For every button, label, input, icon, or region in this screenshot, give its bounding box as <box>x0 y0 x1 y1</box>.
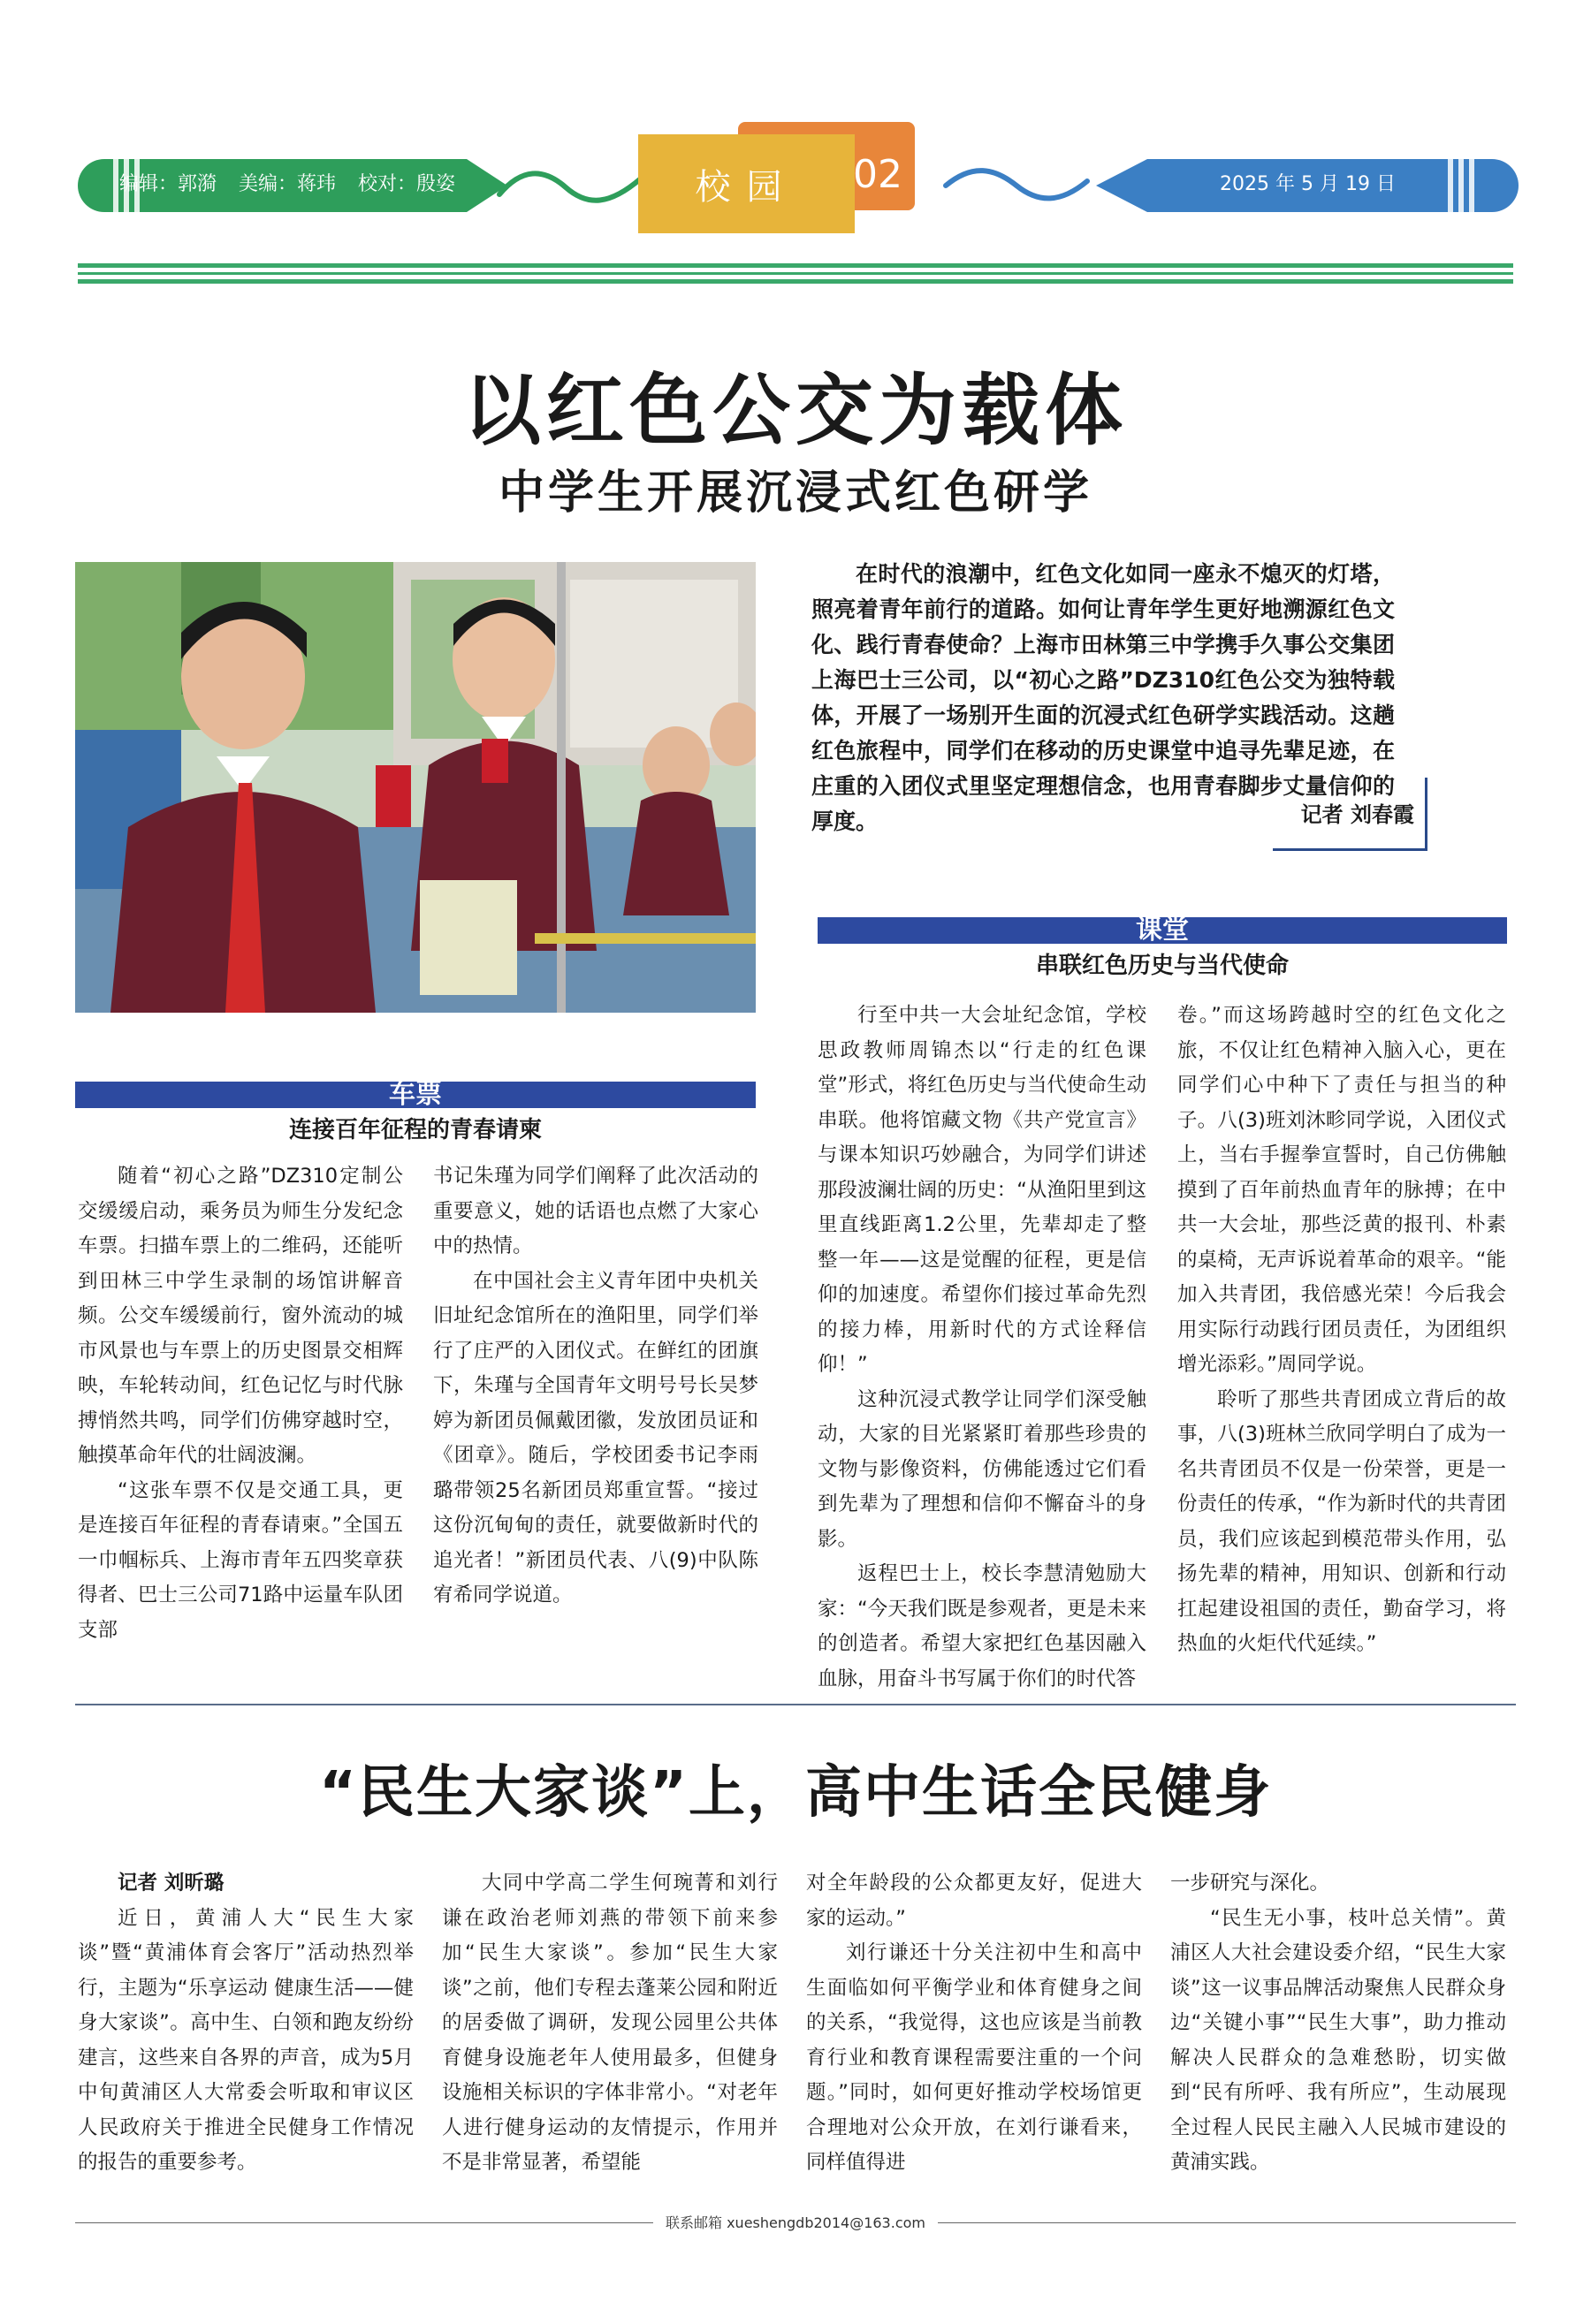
classroom-column-1 <box>818 999 1146 1697</box>
paragraph: 一步研究与深化。 <box>1170 1872 1330 1895</box>
paragraph: 聆听了那些共青团成立背后的故事，八(3)班林兰欣同学明白了成为一名共青团员不仅是一份荣誉，更是一份责任的传承，“作为新时代的共青团员，我们应该起到模范带头作用，弘扬先辈的精神，用知识、创新和行动扛起建设祖国的责任，勤奋学习，将热血的火炬代代延续。” <box>1177 1387 1506 1655</box>
section-name: 校园 <box>695 167 798 208</box>
section-bar-ticket <box>75 1079 756 1110</box>
header-wave-left <box>495 159 645 212</box>
ticket-column-1 <box>78 1159 403 1648</box>
paragraph: 卷。”而这场跨越时空的红色文化之旅，不仅让红色精神入脑入心，更在同学们心中种下了责任与担当的种子。八(3)班刘沐畛同学说，入团仪式上，当右手握拳宣誓时，自己仿佛触摸到了百年前热血青年的脉搏；在中共一大会址，那些泛黄的报刊、朴素的桌椅，无声诉说着革命的艰辛。“能加入共青团，我倍感光荣！今后我会用实际行动践行团员责任，为团组织增光添彩。”周同学说。 <box>1177 1004 1506 1376</box>
classroom-column-2 <box>1177 999 1506 1662</box>
paragraph: 大同中学高二学生何琬菁和刘行谦在政治老师刘燕的带领下前来参加“民生大家谈”。参加“民生大家谈”之前，他们专程去蓬莱公园和附近的居委做了调研，发现公园里公共体育健身设施老年人使用最多，但健身设施相关标识的字体非常小。“对老年人进行健身运动的友情提示，作用并不是非常显著，希望能 <box>442 1872 778 2174</box>
article2-column-1 <box>78 1866 414 2181</box>
paragraph: “民生无小事，枝叶总关情”。黄浦区人大社会建设委介绍，“民生大家谈”这一议事品牌活动聚焦人民群众身边“关键小事”“民生大事”，助力推动解决人民群众的急难愁盼，切实做到“民有所呼、我有所应”，生动展现全过程人民民主融入人民城市建设的黄浦实践。 <box>1170 1906 1506 2174</box>
article1-lede: 在时代的浪潮中，红色文化如同一座永不熄灭的灯塔，照亮着青年前行的道路。如何让青年学生更好地溯源红色文化、践行青春使命？上海市田林第三中学携手久事公交集团上海巴士三公司，以“初心之路”DZ310红色公交为独特载体，开展了一场别开生面的沉浸式红色研学实践活动。这趟红色旅程中，同学们在移动的历史课堂中追寻先辈足迹，在庄重的入团仪式里坚定理想信念，也用青春脚步丈量信仰的厚度。 <box>811 561 1395 834</box>
article2-title: “民生大家谈”上，高中生话全民健身 <box>318 1760 1273 1826</box>
section-subtitle-ticket: 连接百年征程的青春请柬 <box>288 1117 542 1143</box>
ticket-column-2 <box>433 1159 758 1614</box>
paragraph: 返程巴士上，校长李慧清勉励大家：“今天我们既是参观者，更是未来的创造者。希望大家把红色基因融入血脉，用奋斗书写属于你们的时代答 <box>818 1562 1146 1690</box>
paragraph: 近日，黄浦人大“民生大家谈”暨“黄浦体育会客厅”活动热烈举行，主题为“乐享运动 健康生活——健身大家谈”。高中生、白领和跑友纷纷建言，这些来自各界的声音，成为5月中旬黄浦区人大常委会听取和审议区人民政府关于推进全民健身工作情况的报告的重要参考。 <box>78 1906 414 2174</box>
article2-byline: 记者 刘昕璐 <box>118 1872 225 1895</box>
article1-byline: 记者 刘春霞 <box>1300 802 1414 827</box>
section-bar-classroom <box>818 917 1507 944</box>
paragraph: 行至中共一大会址纪念馆，学校思政教师周锦杰以“行走的红色课堂”形式，将红色历史与当代使命生动串联。他将馆藏文物《共产党宣言》与课本知识巧妙融合，为同学们讲述那段波澜壮阔的历史：“从渔阳里到这里直线距离1.2公里，先辈却走了整整一年——这是觉醒的征程，更是信仰的加速度。希望你们接过革命先烈的接力棒，用新时代的方式诠释信仰！” <box>818 1004 1146 1376</box>
paragraph: 随着“初心之路”DZ310定制公交缓缓启动，乘务员为师生分发纪念车票。扫描车票上的二维码，还能听到田林三中学生录制的场馆讲解音频。公交车缓缓前行，窗外流动的城市风景也与车票上的历史图景交相辉映，车轮转动间，红色记忆与时代脉搏悄然共鸣，同学们仿佛穿越时空，触摸革命年代的壮阔波澜。 <box>78 1165 403 1467</box>
article1-photo <box>75 562 756 1013</box>
paragraph: 在中国社会主义青年团中央机关旧址纪念馆所在的渔阳里，同学们举行了庄严的入团仪式。在鲜红的团旗下，朱瑾与全国青年文明号号长吴梦婷为新团员佩戴团徽，发放团员证和《团章》。随后，学校团委书记李雨璐带领25名新团员郑重宣誓。“接过这份沉甸甸的责任，就要做新时代的追光者！”新团员代表、八(9)中队陈宥希同学说道。 <box>433 1269 758 1606</box>
credit-editor: 编辑：郭漪 <box>119 173 217 195</box>
footer <box>0 2212 1591 2232</box>
credit-proofreader: 校对：殷姿 <box>358 173 456 195</box>
header-wave-right <box>941 159 1092 212</box>
article-divider <box>75 1704 1516 1705</box>
article2-column-2 <box>442 1866 778 2181</box>
header-rule <box>78 279 1513 284</box>
page-number: 02 <box>853 152 902 197</box>
section-label-classroom: 课堂 <box>1136 915 1189 946</box>
section-subtitle-classroom: 串联红色历史与当代使命 <box>1035 953 1289 979</box>
paragraph: 书记朱瑾为同学们阐释了此次活动的重要意义，她的话语也点燃了大家心中的热情。 <box>433 1165 758 1257</box>
credit-designer: 美编：蒋玮 <box>239 173 337 195</box>
paragraph: 对全年龄段的公众都更友好，促进大家的运动。” <box>806 1872 1142 1930</box>
article2-column-3 <box>806 1866 1142 2181</box>
header-credits <box>119 169 471 196</box>
section-label-ticket: 车票 <box>389 1079 442 1110</box>
paragraph: 刘行谦还十分关注初中生和高中生面临如何平衡学业和体育健身之间的关系，“我觉得，这也应该是当前教育行业和教育课程需要注重的一个问题。”同时，如何更好推动学校场馆更合理地对公众开放，在刘行谦看来，同样值得进 <box>806 1941 1142 2174</box>
paragraph: 这种沉浸式教学让同学们深受触动，大家的目光紧紧盯着那些珍贵的文物与影像资料，仿佛能透过它们看到先辈为了理想和信仰不懈奋斗的身影。 <box>818 1387 1146 1551</box>
paragraph: “这张车票不仅是交通工具，更是连接百年征程的青春请柬。”全国五一巾帼标兵、上海市青年五四奖章获得者、巴士三公司71路中运量车队团支部 <box>78 1478 403 1642</box>
header-rule <box>78 272 1513 275</box>
article1-subtitle: 中学生开展沉浸式红色研学 <box>498 467 1092 520</box>
contact-email: 联系邮箱 xueshengdb2014@163.com <box>653 2214 938 2231</box>
issue-date: 2025 年 5 月 19 日 <box>1220 173 1396 195</box>
header-pencil-right-tip <box>1096 159 1147 212</box>
article2-column-4 <box>1170 1866 1506 2181</box>
header-rule <box>78 263 1513 268</box>
article1-title: 以红色公交为载体 <box>462 364 1128 456</box>
